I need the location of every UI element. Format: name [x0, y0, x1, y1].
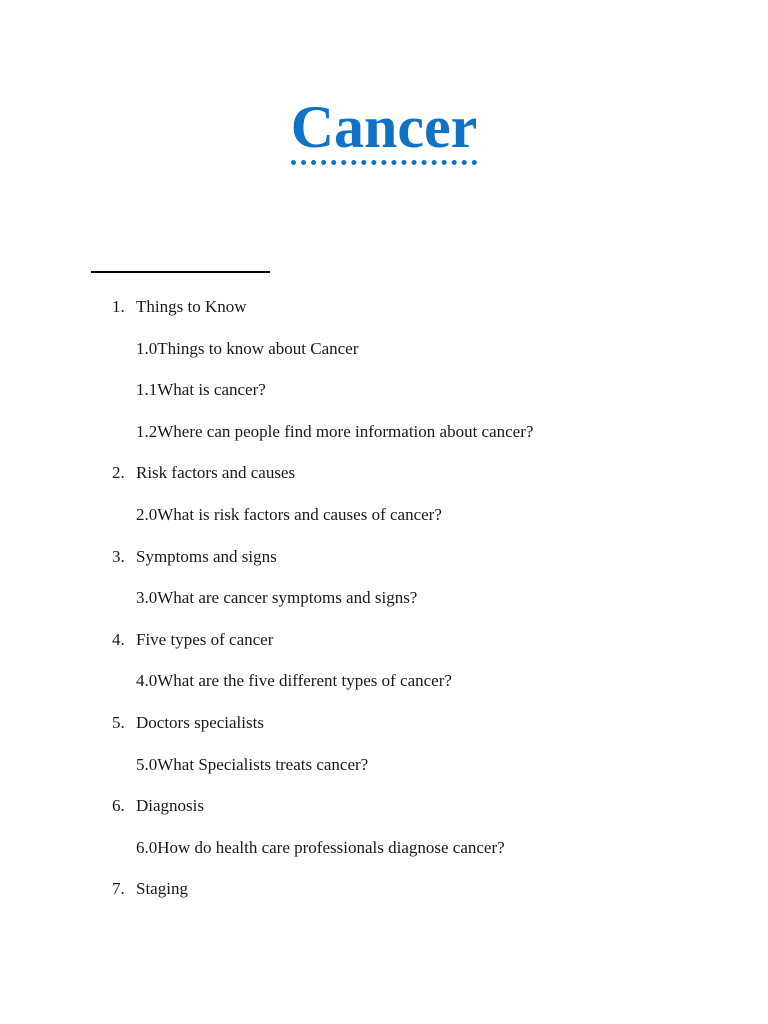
toc-section-number: 1. — [112, 297, 125, 316]
toc-subsection-item — [0, 751, 768, 793]
horizontal-rule — [91, 271, 270, 273]
toc-subsection-item — [0, 335, 768, 377]
toc-section-item — [0, 792, 768, 834]
toc-section-label: Staging — [136, 879, 188, 899]
toc-section-item — [0, 875, 768, 917]
toc-section-label: Symptoms and signs — [136, 546, 277, 566]
toc-section-item — [0, 459, 768, 501]
toc-subsection-label: 1.2Where can people find more information about cancer? — [136, 421, 534, 441]
table-of-contents — [0, 293, 768, 917]
toc-section-number: 7. — [112, 879, 125, 899]
document-title-text: Cancer — [291, 96, 478, 165]
toc-subsection-label: 5.0What Specialists treats cancer? — [136, 754, 369, 774]
toc-section-item — [0, 709, 768, 751]
toc-subsection-label: 2.0What is risk factors and causes of cancer? — [136, 504, 442, 524]
toc-subsection-item — [0, 834, 768, 876]
toc-subsection-item — [0, 501, 768, 543]
toc-section-label: Five types of cancer — [136, 629, 274, 649]
toc-subsection-label: 4.0What are the five different types of cancer? — [136, 671, 452, 691]
toc-subsection-label: 3.0What are cancer symptoms and signs? — [136, 588, 418, 608]
toc-subsection-item — [0, 667, 768, 709]
toc-subsection-label: 1.0Things to know about Cancer — [136, 338, 359, 358]
toc-section-label: Risk factors and causes — [136, 463, 296, 483]
toc-section-number: 6. — [112, 796, 125, 816]
toc-section-number: 3. — [112, 546, 125, 566]
toc-subsection-item — [0, 376, 768, 418]
toc-section-label: Things to Know — [136, 297, 247, 316]
toc-section-label: Diagnosis — [136, 796, 204, 816]
document-title — [0, 96, 768, 165]
toc-subsection-label: 6.0How do health care professionals diagnose cancer? — [136, 837, 505, 857]
toc-section-number: 2. — [112, 463, 125, 483]
toc-section-item — [0, 293, 768, 335]
toc-section-label: Doctors specialists — [136, 712, 264, 732]
toc-section-item — [0, 543, 768, 585]
toc-section-number: 5. — [112, 712, 125, 732]
toc-subsection-label: 1.1What is cancer? — [136, 380, 266, 400]
toc-section-item — [0, 626, 768, 668]
toc-subsection-item — [0, 584, 768, 626]
toc-section-number: 4. — [112, 629, 125, 649]
toc-subsection-item — [0, 418, 768, 460]
